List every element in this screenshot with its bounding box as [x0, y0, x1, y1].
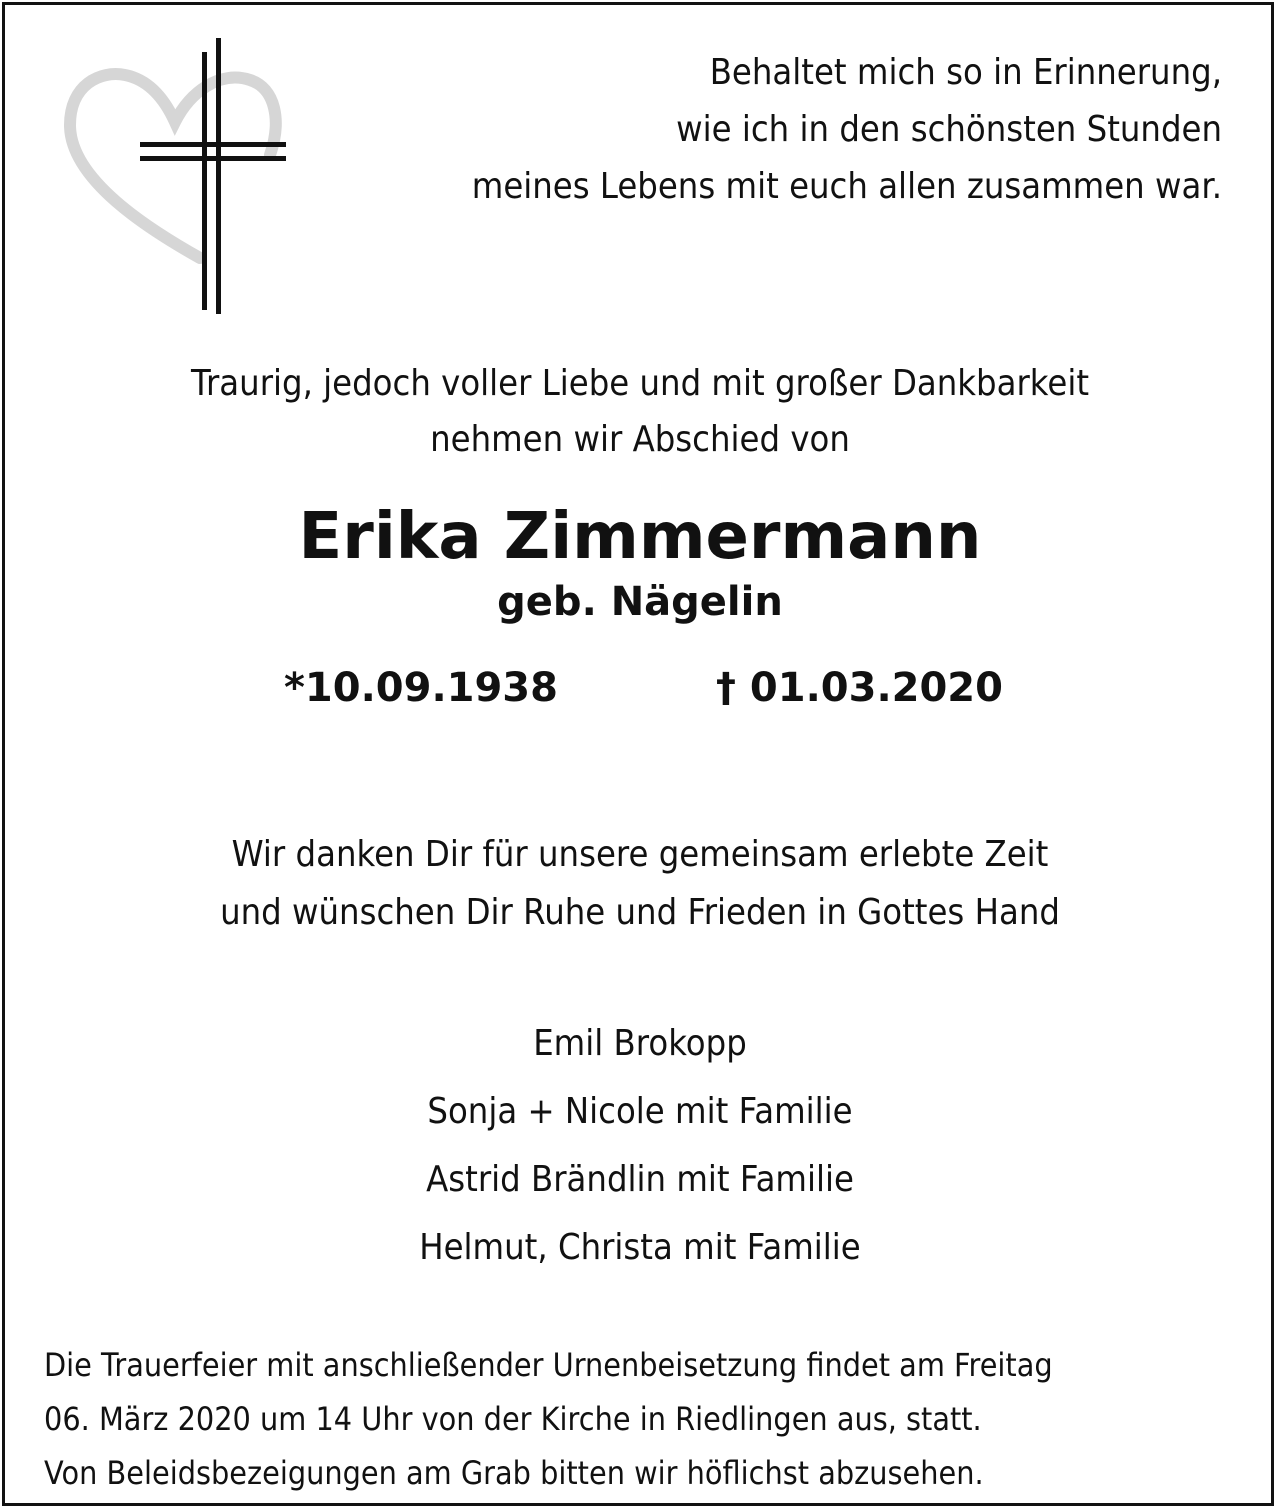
- cross-with-heart-icon: [50, 30, 300, 320]
- notice-line-3: Von Beleidsbezeigungen am Grab bitten wir höflichst abzusehen.: [44, 1454, 984, 1492]
- notice-line-1: Die Trauerfeier mit anschließender Urnenbeisetzung findet am Freitag: [44, 1346, 1053, 1384]
- intro-line-2: nehmen wir Abschied von: [430, 419, 850, 460]
- deceased-name: Erika Zimmermann: [298, 500, 982, 574]
- death-date: † 01.03.2020: [716, 665, 1003, 711]
- memorial-quote: [412, 44, 1222, 215]
- quote-line-3: meines Lebens mit euch allen zusammen war.: [471, 166, 1222, 207]
- quote-line-2: wie ich in den schönsten Stunden: [676, 109, 1222, 150]
- mourner-entry: Helmut, Christa mit Familie: [419, 1227, 861, 1268]
- mourner-entry: Astrid Brändlin mit Familie: [426, 1159, 854, 1200]
- mourner-entry: Emil Brokopp: [533, 1023, 747, 1064]
- heart-outline: [70, 74, 276, 258]
- mourner-entry: Sonja + Nicole mit Familie: [427, 1091, 853, 1132]
- quote-line-1: Behaltet mich so in Erinnerung,: [709, 52, 1222, 93]
- intro-line-1: Traurig, jedoch voller Liebe und mit großer Dankbarkeit: [190, 363, 1090, 404]
- intro-text: [64, 356, 1216, 468]
- funeral-notice: [44, 1338, 1178, 1500]
- mourners-list: [64, 1010, 1216, 1282]
- thanks-text: [64, 826, 1216, 942]
- birth-date: *10.09.1938: [284, 665, 558, 711]
- maiden-name: geb. Nägelin: [497, 579, 783, 625]
- thanks-line-2: und wünschen Dir Ruhe und Frieden in Gottes Hand: [220, 892, 1060, 933]
- notice-line-2: 06. März 2020 um 14 Uhr von der Kirche in Riedlingen aus, statt.: [44, 1400, 982, 1438]
- thanks-line-1: Wir danken Dir für unsere gemeinsam erlebte Zeit: [231, 834, 1049, 875]
